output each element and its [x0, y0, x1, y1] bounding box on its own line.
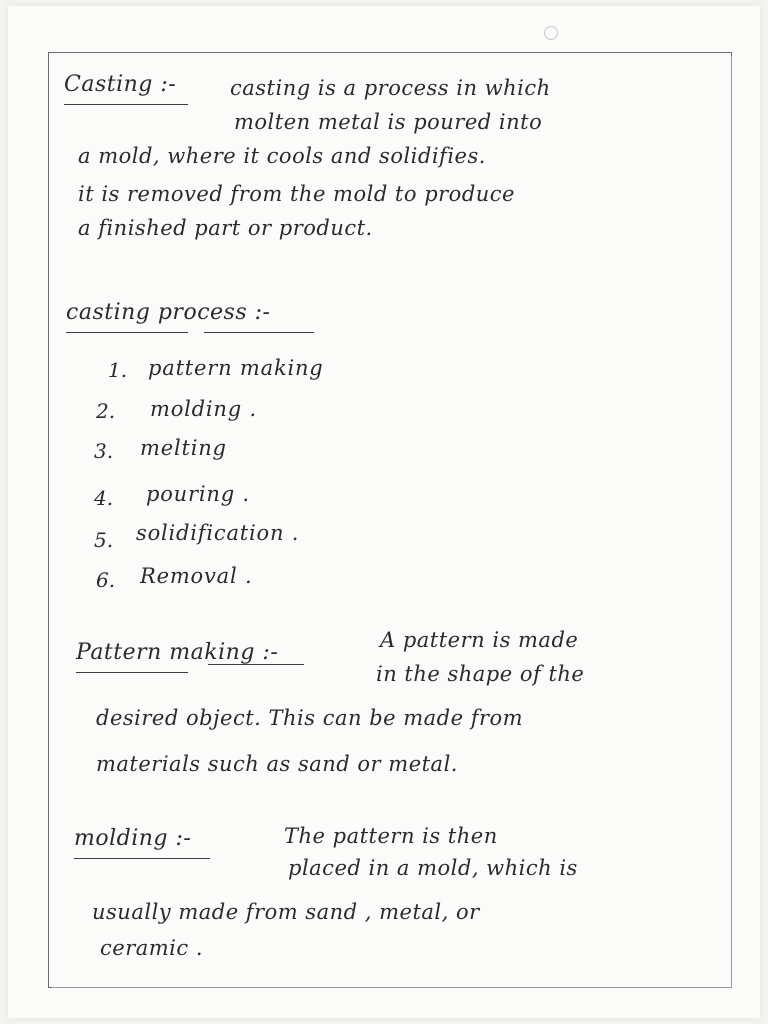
molding-line-2: placed in a mold, which is [288, 856, 578, 880]
list-item: Removal . [140, 564, 253, 588]
process-heading-underline-1 [66, 332, 188, 333]
casting-line-3: a mold, where it cools and solidifies. [78, 144, 486, 168]
pattern-line-1: A pattern is made [380, 628, 579, 652]
pattern-line-3: desired object. This can be made from [96, 706, 524, 730]
pattern-heading-underline-2 [208, 664, 304, 665]
list-item-number: 6. [96, 568, 116, 592]
list-item: molding . [150, 397, 257, 421]
molding-heading: molding :- [74, 826, 192, 851]
molding-heading-underline [74, 858, 210, 859]
list-item-number: 1. [108, 358, 128, 382]
list-item-number: 4. [94, 486, 114, 510]
pattern-heading-underline-1 [76, 672, 188, 673]
pattern-line-2: in the shape of the [376, 662, 585, 686]
list-item: pouring . [146, 482, 250, 506]
pattern-line-4: materials such as sand or metal. [96, 752, 458, 776]
casting-line-5: a finished part or product. [78, 216, 373, 240]
list-item: solidification . [136, 521, 300, 545]
molding-line-3: usually made from sand , metal, or [92, 900, 480, 924]
molding-line-1: The pattern is then [284, 824, 498, 848]
list-item: melting [140, 436, 227, 460]
list-item-number: 3. [94, 439, 114, 463]
molding-line-4: ceramic . [100, 936, 203, 960]
page-hole-mark [544, 26, 558, 40]
casting-heading-underline [64, 104, 188, 105]
casting-line-2: molten metal is poured into [234, 110, 543, 134]
process-heading-underline-2 [204, 332, 314, 333]
list-item-number: 2. [96, 399, 116, 423]
pattern-heading: Pattern making :- [76, 640, 279, 665]
process-heading: casting process :- [66, 300, 271, 325]
notebook-page [8, 6, 760, 1018]
casting-heading: Casting :- [64, 72, 177, 97]
list-item-number: 5. [94, 528, 114, 552]
casting-line-4: it is removed from the mold to produce [78, 182, 515, 206]
casting-line-1: casting is a process in which [230, 76, 551, 100]
list-item: pattern making [148, 356, 324, 380]
